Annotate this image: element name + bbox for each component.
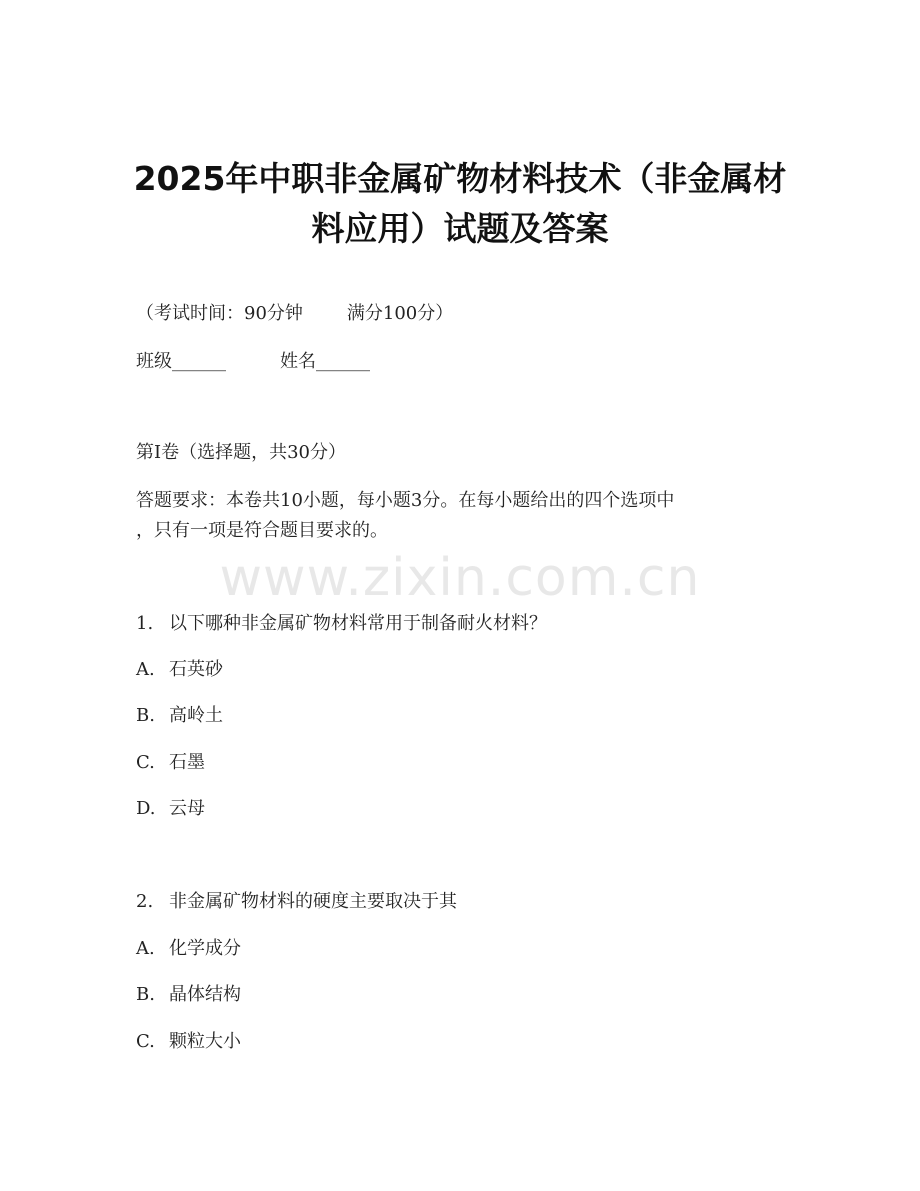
option-text: 晶体结构 (169, 984, 241, 1005)
exam-score: 满分100分） (346, 303, 454, 324)
option-text: 高岭土 (169, 705, 223, 726)
name-field: 姓名______ (280, 351, 370, 372)
question-2 (136, 890, 457, 914)
option-letter: A. (136, 938, 155, 959)
class-field: 班级______ (136, 351, 226, 372)
option-letter: C. (136, 752, 155, 773)
question-1-option-c (136, 751, 205, 775)
instructions-line-1: 答题要求：本卷共10小题，每小题3分。在每小题给出的四个选项中 (136, 490, 675, 511)
exam-time: （考试时间：90分钟 (136, 303, 303, 324)
student-fields (136, 350, 370, 374)
question-2-option-a (136, 937, 241, 961)
question-text: 以下哪种非金属矿物材料常用于制备耐火材料？ (169, 613, 547, 634)
instructions-line-2: ，只有一项是符合题目要求的。 (136, 520, 388, 541)
question-2-option-b (136, 983, 241, 1007)
option-letter: A. (136, 659, 155, 680)
question-1-option-d (136, 797, 205, 821)
option-letter: D. (136, 798, 156, 819)
document-title-line-1: 2025年中职非金属矿物材料技术（非金属材 (133, 159, 787, 198)
question-2-option-c (136, 1030, 241, 1054)
section-heading: 第Ⅰ卷（选择题，共30分） (136, 442, 347, 463)
question-1-option-a (136, 658, 223, 682)
question-1-option-b (136, 704, 223, 728)
watermark: www.zixin.com.cn (219, 548, 701, 608)
option-text: 石英砂 (169, 659, 223, 680)
question-1 (136, 612, 547, 636)
option-text: 石墨 (169, 752, 205, 773)
question-number: 1. (136, 613, 154, 634)
option-text: 化学成分 (169, 938, 241, 959)
option-letter: B. (136, 705, 155, 726)
question-number: 2. (136, 891, 154, 912)
exam-info (136, 302, 453, 326)
question-text: 非金属矿物材料的硬度主要取决于其 (169, 891, 457, 912)
option-letter: C. (136, 1031, 155, 1052)
option-text: 颗粒大小 (169, 1031, 241, 1052)
option-letter: B. (136, 984, 155, 1005)
document-title-line-2: 料应用）试题及答案 (311, 209, 609, 248)
option-text: 云母 (169, 798, 205, 819)
